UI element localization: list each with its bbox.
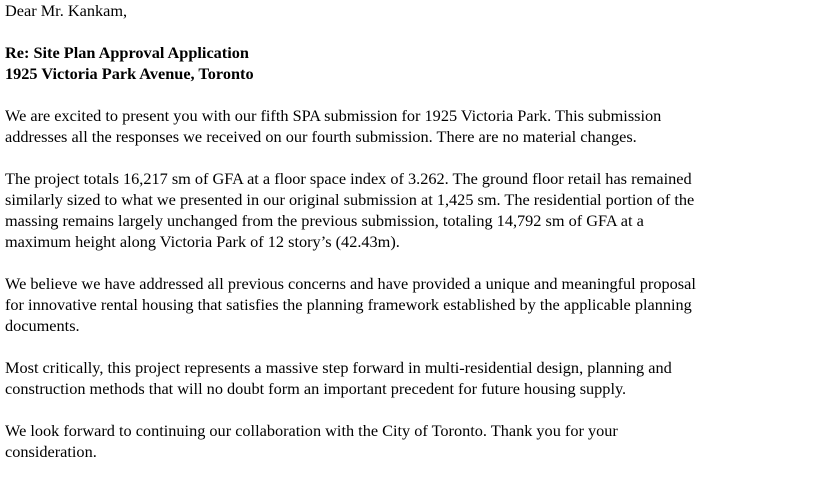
text-line: The project totals 16,217 sm of GFA at a floor space index of 3.262. The ground floor retail has remained — [5, 169, 692, 188]
letter-body — [5, 0, 827, 462]
subject-line: Re: Site Plan Approval Application — [5, 43, 249, 62]
address-line: 1925 Victoria Park Avenue, Toronto — [5, 64, 254, 83]
text-line: construction methods that will no doubt form an important precedent for future housing supply. — [5, 379, 627, 398]
text-line: We believe we have addressed all previous concerns and have provided a unique and meaningful proposal — [5, 274, 696, 293]
subject-block — [5, 42, 827, 84]
paragraph-concerns — [5, 273, 827, 336]
text-line: maximum height along Victoria Park of 12 story’s (42.43m). — [5, 232, 400, 251]
paragraph-closing — [5, 420, 827, 462]
text-line: Most critically, this project represents a massive step forward in multi-residential design, planning and — [5, 358, 672, 377]
paragraph-intro — [5, 105, 827, 147]
text-line: addresses all the responses we received on our fourth submission. There are no material changes. — [5, 127, 637, 146]
text-line: for innovative rental housing that satisfies the planning framework established by the applicable planning — [5, 295, 692, 314]
text-line: We are excited to present you with our fifth SPA submission for 1925 Victoria Park. This submission — [5, 106, 662, 125]
paragraph-project-stats — [5, 168, 827, 252]
text-line: documents. — [5, 316, 80, 335]
paragraph-significance — [5, 357, 827, 399]
text-line: massing remains largely unchanged from the previous submission, totaling 14,792 sm of GFA at a — [5, 211, 644, 230]
text-line: consideration. — [5, 442, 97, 461]
text-line: similarly sized to what we presented in our original submission at 1,425 sm. The residential portion of the — [5, 190, 695, 209]
text-line: We look forward to continuing our collaboration with the City of Toronto. Thank you for your — [5, 421, 618, 440]
salutation: Dear Mr. Kankam, — [5, 1, 128, 20]
